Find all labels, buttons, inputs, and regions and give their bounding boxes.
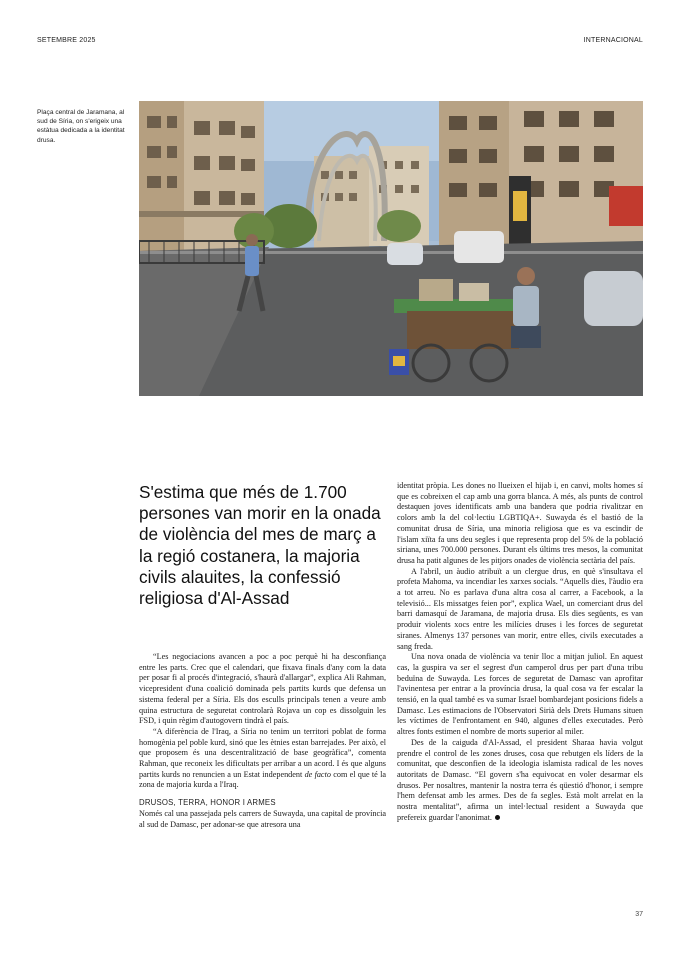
section-subhead: DRUSOS, TERRA, HONOR I ARMES xyxy=(139,798,276,808)
paragraph-text: “A diferència de l'Iraq, a Síria no tenim un territori poblat de forma homogènia pel poble kurd, sinó que les ètnies estan barrejades. Per això, el que proposem és una descentralització de base geogràfica”, comenta Rahman, que reconeix les dificultats per arribar a un acord. I és que alguns partits kurds no renuncien a un Estat independent xyxy=(139,726,386,779)
page-number: 37 xyxy=(635,911,643,918)
photo-caption: Plaça central de Jaramana, al sud de Síria, on s'erigeix una estàtua dedicada a la identitat drusa. xyxy=(37,109,125,144)
paragraph: A l'abril, un àudio atribuït a un clergue drus, en què s'insultava el profeta Mahoma, va incendiar les xarxes socials. “Aquells dies, l'àudio era a tot arreu. No es parlava d'una altra cosa al carrer, a Facebook, a la televisió... Els missatges feien por”, explica Wael, un comerciant drus del barri damasquí de Jaramana, de majoria drusa. Els dies següents, es van produir violents xocs entre les milícies druses i les forces de seguretat siranes. Almenys 137 persones van morir, entre elles, civils executades a sang freda. xyxy=(397,566,643,651)
pull-quote: S'estima que més de 1.700 persones van morir en la onada de violència del mes de març a la regió costanera, la majoria civils alauites, la confessió religiosa d'Al-Assad xyxy=(139,482,381,609)
paragraph: Només cal una passejada pels carrers de Suwayda, una capital de província al sud de Damasc, per adonar-se que atresora una xyxy=(139,808,386,829)
running-head-date: SETEMBRE 2025 xyxy=(37,37,96,44)
article-column-left xyxy=(139,652,386,830)
paragraph xyxy=(397,738,643,824)
paragraph-text: com el que té la zona de majoria kurda a l'Iraq. xyxy=(139,769,386,790)
running-head-section: INTERNACIONAL xyxy=(583,37,643,44)
paragraph: Una nova onada de violència va tenir lloc a mitjan juliol. En aquest cas, la guspira va ser el segrest d'un camperol drus per part d'una tribu beduïna de Suwayda. Les forces de seguretat de Damasc van aprofitar l'avinentesa per entrar a la província drusa, la qual cosa va fer escalar la tensió, en la qual també es va sumar Israel bombardejant posicions fidels a Damasc. Les estimacions de l'Observatori Sirià dels Drets Humans situen les víctimes de l'enfrontament en 940, algunes d'elles executades. Però altres fonts estimen el nombre de morts superior al miler. xyxy=(397,652,643,737)
end-of-article-icon xyxy=(495,815,500,820)
italic-term: de facto xyxy=(304,769,331,779)
paragraph-text: Des de la caiguda d'Al-Assad, el president Sharaa havia volgut prendre el control de les zones druses, cosa que rebutgen els líders de la comunitat, que desconfien de la ideologia islamista radical de les noves autoritats de Damasc. “El govern s'ha equivocat en voler desarmar els drusos. Per nosaltres, mantenir la nostra terra és qüestió d'honor, i sempre l'hem defensat amb les armes. Des de fa segles. Està molt arrelat en la nostra mentalitat”, afirma un intel·lectual resident a Suwayda que prefereix guardar l'anonimat. xyxy=(397,737,643,822)
street-photo xyxy=(139,101,643,396)
paragraph: “Les negociacions avancen a poc a poc perquè hi ha desconfiança entre les parts. Crec que el calendari, que fixava finals d'any com la data per posar fi al procés d'integració, s'haurà d'allargar”, explica Ali Rahman, vicepresident d'una coalició dominada pels partits kurds que defensa un sistema federal per a Síria. Els dos esculls principals tenen a veure amb quina estructura de seguretat controlarà Rojava un cop es dissolguin les FSD, i quin règim d'autogovern tindrà el país. xyxy=(139,652,386,726)
paragraph: identitat pròpia. Les dones no llueixen el hijab i, en canvi, molts homes sí que es cobreixen el cap amb una gorra blanca. A més, als punts de control destaquen joves identificats amb una bandera que podria rivalitzar en colors amb la del col·lectiu LGBTIQA+. Suwayda és el bastió de la comunitat drusa de Síria, una minoria religiosa que es va escindir de l'islam xiïta fa uns deu segles i que representa prop del 5% de la població siriana, unes 700.000 persones. Durant els últims tres mesos, la comunitat drusa ha patit algunes de les pitjors onades de violència sectària del país. xyxy=(397,481,643,565)
article-column-right xyxy=(397,481,643,824)
street-photo-illustration xyxy=(139,101,643,396)
paragraph xyxy=(139,727,386,791)
